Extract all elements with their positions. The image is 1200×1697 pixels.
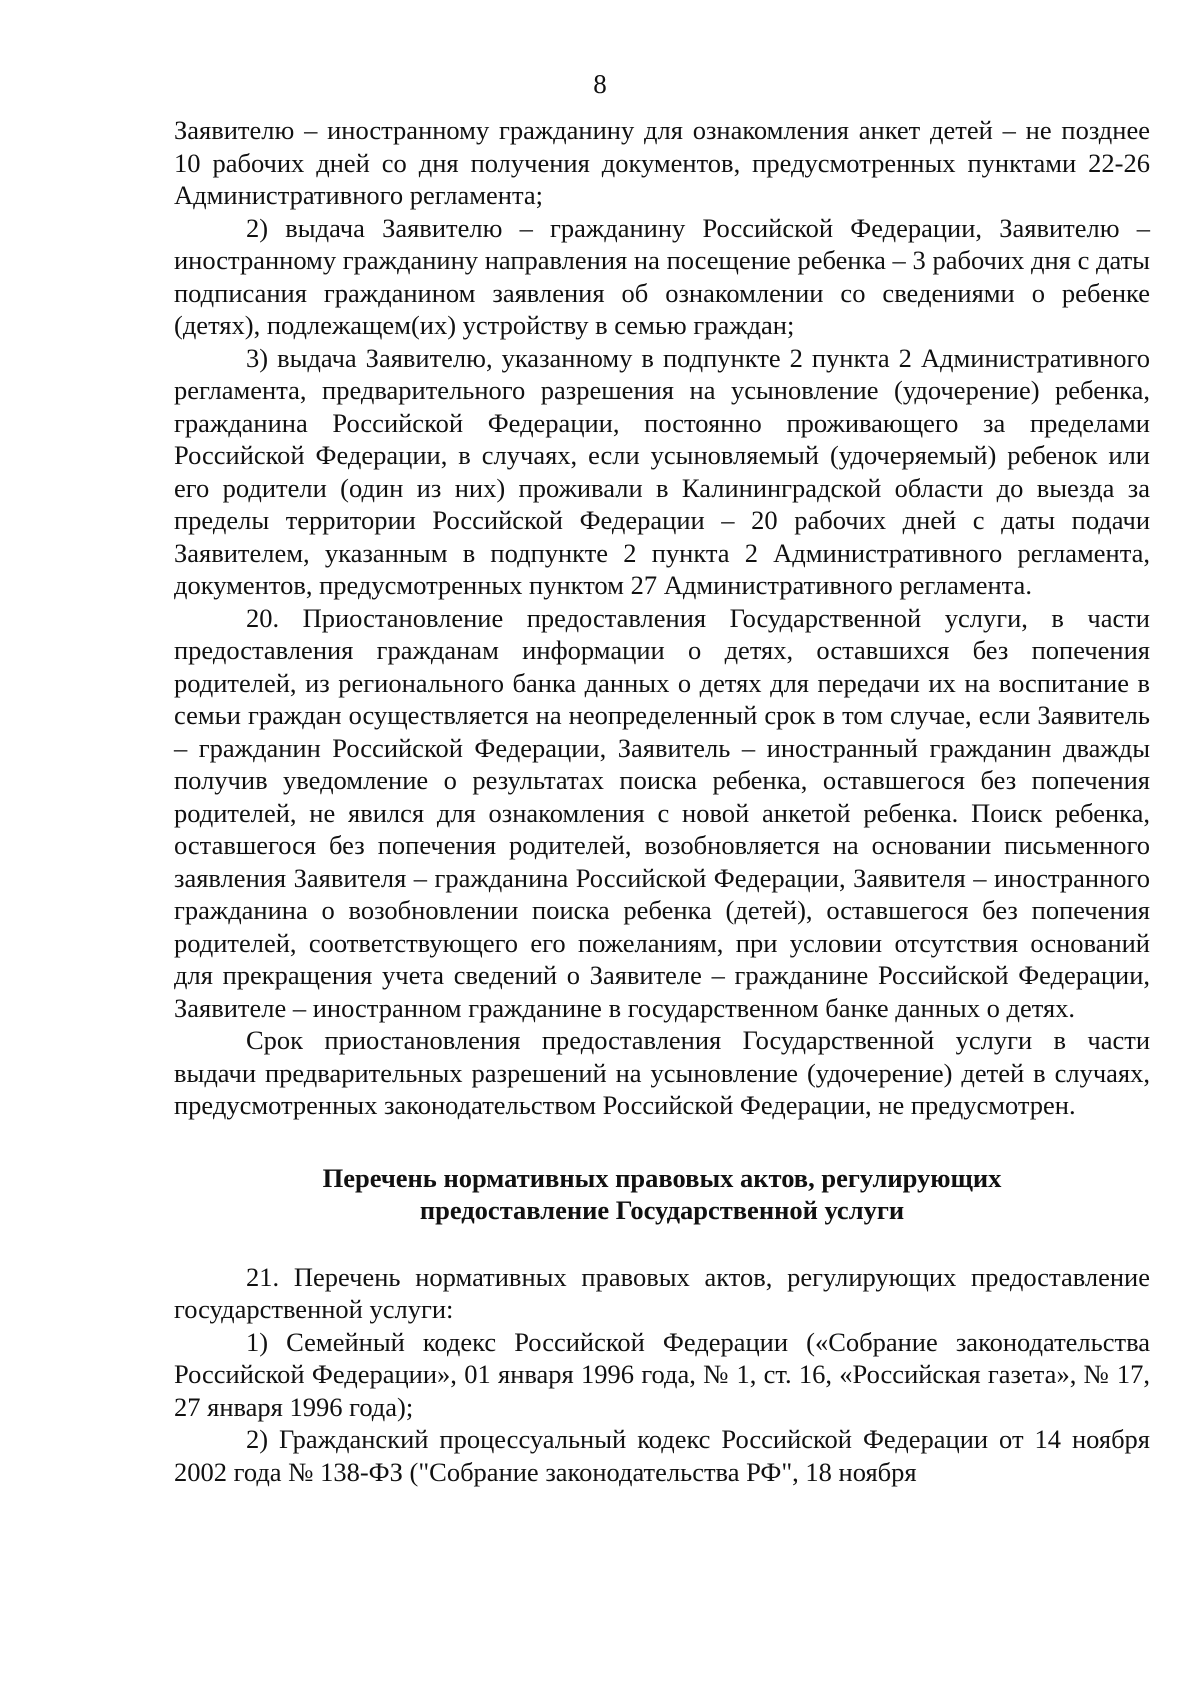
- paragraph-continuation: Заявителю – иностранному гражданину для ознакомления анкет детей – не позднее 10 рабочих дней со дня получения документов, предусмотренных пунктами 22-26 Административного регламента;: [174, 115, 1150, 210]
- paragraph-20: 20. Приостановление предоставления Государственной услуги, в части предоставления гражданам информации о детях, оставшихся без попечения родителей, из регионального банка данных о детях для передачи их на воспитание в семьи граждан осуществляется на неопределенный срок в том случае, если Заявитель – гражданин Российской Федерации, Заявитель – иностранный гражданин дважды получив уведомление о результатах поиска ребенка, оставшегося без попечения родителей, не явился для ознакомления с новой анкетой ребенка. Поиск ребенка, оставшегося без попечения родителей, возобновляется на основании письменного заявления Заявителя – гражданина Российской Федерации, Заявителя – иностранного гражданина о возобновлении поиска ребенка (детей), оставшегося без попечения родителей, соответствующего его пожеланиям, при условии отсутствия оснований для прекращения учета сведений о Заявителе – гражданине Российской Федерации, Заявителе – иностранном гражданине в государственном банке данных о детях.: [174, 602, 1150, 1023]
- document-body: [174, 114, 1150, 1488]
- list-item-civil-procedure-code: 2) Гражданский процессуальный кодекс Российской Федерации от 14 ноября 2002 года № 138-ФЗ ("Собрание законодательства РФ", 18 ноября: [174, 1424, 1150, 1487]
- section-heading-line-1: Перечень нормативных правовых актов, регулирующих: [322, 1162, 1002, 1193]
- paragraph-suspension-term: Срок приостановления предоставления Государственной услуги в части выдачи предварительных разрешений на усыновление (удочерение) детей в случаях, предусмотренных законодательством Российской Федерации, не предусмотрен.: [174, 1025, 1150, 1120]
- page-number: 8: [593, 69, 607, 99]
- section-heading-line-2: предоставление Государственной услуги: [419, 1195, 905, 1225]
- list-item-family-code: 1) Семейный кодекс Российской Федерации («Собрание законодательства Российской Федерации», 01 января 1996 года, № 1, ст. 16, «Российская газета», № 17, 27 января 1996 года);: [174, 1326, 1150, 1422]
- paragraph-item-3: 3) выдача Заявителю, указанному в подпункте 2 пункта 2 Административного регламента, предварительного разрешения на усыновление (удочерение) ребенка, гражданина Российской Федерации, постоянно проживающего за пределами Российской Федерации, в случаях, если усыновляемый (удочеряемый) ребенок или его родители (один из них) проживали в Калининградской области до выезда за пределы территории Российской Федерации – 20 рабочих дней с даты подачи Заявителем, указанным в подпункте 2 пункта 2 Административного регламента, документов, предусмотренных пунктом 27 Административного регламента.: [174, 342, 1150, 600]
- section-heading: [174, 1162, 1150, 1227]
- paragraph-item-2: 2) выдача Заявителю – гражданину Российской Федерации, Заявителю – иностранному гражданину направления на посещение ребенка – 3 рабочих дня с даты подписания гражданином заявления об ознакомлении со сведениями о ребенке (детях), подлежащем(их) устройству в семью граждан;: [174, 212, 1150, 340]
- paragraph-21: 21. Перечень нормативных правовых актов, регулирующих предоставление государственной услуги:: [174, 1261, 1150, 1324]
